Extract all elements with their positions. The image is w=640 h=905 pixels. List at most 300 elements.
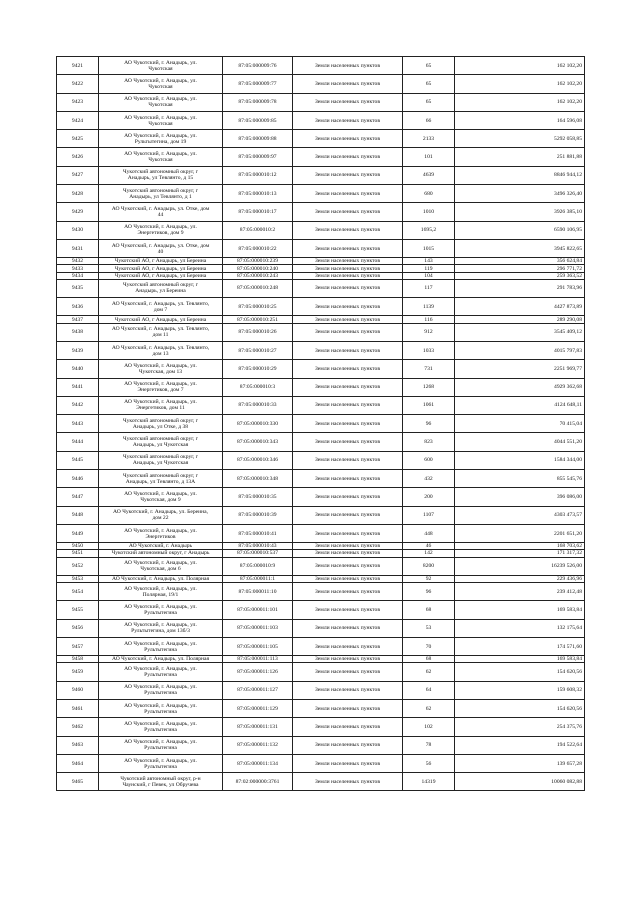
address-line: 44 bbox=[157, 212, 164, 219]
address-line: Чукотская bbox=[148, 157, 173, 164]
cadastral-number: 87:05:000011:103 bbox=[223, 619, 293, 637]
area-value: 96 bbox=[403, 583, 455, 601]
cadastral-value: 1584 344,00 bbox=[455, 451, 585, 469]
land-category: Земли населенных пунктов bbox=[293, 130, 403, 148]
area-value: 14319 bbox=[403, 773, 455, 791]
table-row bbox=[57, 663, 585, 681]
table-row bbox=[57, 130, 585, 148]
address-cell bbox=[99, 700, 223, 718]
table-row bbox=[57, 700, 585, 718]
address-cell bbox=[99, 298, 223, 316]
cadastral-number: 87:05:000010:17 bbox=[223, 203, 293, 221]
cadastral-number: 87:05:000010:537 bbox=[223, 550, 293, 557]
area-value: 64 bbox=[403, 681, 455, 699]
table-row bbox=[57, 258, 585, 265]
cadastral-number: 87:05:000010:239 bbox=[223, 258, 293, 265]
land-category: Земли населенных пунктов bbox=[293, 619, 403, 637]
address-line: Рультытегина, дом 19 bbox=[134, 138, 187, 145]
address-line: АО Чукотский, г. Анадырь, ул. bbox=[124, 666, 197, 673]
address-line: АО Чукотский, г. Анадырь, ул. bbox=[124, 381, 197, 388]
address-line: АО Чукотский, г. Анадырь, ул. bbox=[124, 59, 197, 66]
row-number: 9431 bbox=[57, 239, 99, 257]
area-value: 46 bbox=[403, 543, 455, 550]
land-category: Земли населенных пунктов bbox=[293, 396, 403, 414]
address-line: Энергетиков, дом 9 bbox=[137, 230, 184, 237]
row-number: 9436 bbox=[57, 298, 99, 316]
address-cell bbox=[99, 316, 223, 323]
address-line: Рультытегина, дом 13б/3 bbox=[131, 628, 190, 635]
address-cell bbox=[99, 239, 223, 257]
land-category: Земли населенных пунктов bbox=[293, 451, 403, 469]
land-category: Земли населенных пунктов bbox=[293, 415, 403, 433]
table-row bbox=[57, 185, 585, 203]
cadastral-value: 4015 797,83 bbox=[455, 341, 585, 359]
address-line: Чукотская bbox=[148, 102, 173, 109]
cadastral-value: 10060 082,88 bbox=[455, 773, 585, 791]
table-row bbox=[57, 272, 585, 279]
address-cell bbox=[99, 323, 223, 341]
land-category: Земли населенных пунктов bbox=[293, 341, 403, 359]
address-line: Чукотский автономный округ, г Анадырь bbox=[111, 550, 210, 557]
address-line: АО Чукотский, г. Анадырь, ул. Отке, дом bbox=[111, 242, 210, 249]
address-cell bbox=[99, 469, 223, 487]
cadastral-number: 87:05:000010:43 bbox=[223, 543, 293, 550]
address-cell bbox=[99, 506, 223, 524]
cadastral-number: 87:05:000010:240 bbox=[223, 265, 293, 272]
address-line: АО Чукотский, г. Анадырь, ул. bbox=[124, 527, 197, 534]
address-line: Чукотский автономный округ, г bbox=[123, 472, 198, 479]
land-category: Земли населенных пунктов bbox=[293, 148, 403, 166]
area-value: 1015 bbox=[403, 239, 455, 257]
address-line: Чукотская bbox=[148, 120, 173, 127]
address-line: Энергетиков, дом 7 bbox=[137, 387, 184, 394]
address-line: дом 7 bbox=[153, 306, 168, 313]
land-category: Земли населенных пунктов bbox=[293, 681, 403, 699]
land-category: Земли населенных пунктов bbox=[293, 272, 403, 279]
land-category: Земли населенных пунктов bbox=[293, 506, 403, 524]
table-row bbox=[57, 298, 585, 316]
cadastral-number: 87:05:000010:35 bbox=[223, 488, 293, 506]
area-value: 119 bbox=[403, 265, 455, 272]
address-cell bbox=[99, 619, 223, 637]
row-number: 9426 bbox=[57, 148, 99, 166]
address-line: АО Чукотский, г. Анадырь, ул. bbox=[124, 640, 197, 647]
area-value: 142 bbox=[403, 550, 455, 557]
address-line: Чукотский автономный округ, г bbox=[123, 454, 198, 461]
cadastral-number: 87:05:000010:39 bbox=[223, 506, 293, 524]
address-cell bbox=[99, 433, 223, 451]
address-cell bbox=[99, 396, 223, 414]
cadastral-number: 87:05:000010:2 bbox=[223, 221, 293, 239]
area-value: 1268 bbox=[403, 378, 455, 396]
land-category: Земли населенных пунктов bbox=[293, 316, 403, 323]
cadastral-number: 87:05:000011:113 bbox=[223, 656, 293, 663]
table-row bbox=[57, 396, 585, 414]
area-value: 116 bbox=[403, 316, 455, 323]
address-line: АО Чукотский, г. Анадырь, ул. bbox=[124, 702, 197, 709]
cadastral-value: 239 412,48 bbox=[455, 583, 585, 601]
row-number: 9425 bbox=[57, 130, 99, 148]
row-number: 9449 bbox=[57, 524, 99, 542]
table-row bbox=[57, 203, 585, 221]
table-row bbox=[57, 543, 585, 550]
row-number: 9453 bbox=[57, 575, 99, 582]
address-line: АО Чукотский, г. Анадырь, ул. bbox=[124, 490, 197, 497]
row-number: 9459 bbox=[57, 663, 99, 681]
table-row bbox=[57, 239, 585, 257]
address-line: АО Чукотский, г. Анадырь, ул. Тевлянто, bbox=[111, 344, 210, 351]
land-category: Земли населенных пунктов bbox=[293, 93, 403, 111]
cadastral-value: 162 102,20 bbox=[455, 93, 585, 111]
land-category: Земли населенных пунктов bbox=[293, 469, 403, 487]
address-line: АО Чукотский, г. Анадырь, ул. bbox=[124, 362, 197, 369]
row-number: 9440 bbox=[57, 360, 99, 378]
table-row bbox=[57, 736, 585, 754]
land-category: Земли населенных пунктов bbox=[293, 637, 403, 655]
address-cell bbox=[99, 185, 223, 203]
cadastral-value: 5292 058,85 bbox=[455, 130, 585, 148]
land-category: Земли населенных пунктов bbox=[293, 663, 403, 681]
row-number: 9438 bbox=[57, 323, 99, 341]
row-number: 9434 bbox=[57, 272, 99, 279]
table-row bbox=[57, 754, 585, 772]
land-category: Земли населенных пунктов bbox=[293, 378, 403, 396]
address-cell bbox=[99, 378, 223, 396]
cadastral-number: 87:05:000009:76 bbox=[223, 57, 293, 75]
area-value: 1139 bbox=[403, 298, 455, 316]
row-number: 9432 bbox=[57, 258, 99, 265]
table-row bbox=[57, 221, 585, 239]
land-category: Земли населенных пунктов bbox=[293, 488, 403, 506]
row-number: 9462 bbox=[57, 718, 99, 736]
area-value: 65 bbox=[403, 57, 455, 75]
cadastral-number: 87:05:000010:27 bbox=[223, 341, 293, 359]
cadastral-number: 87:05:000010:348 bbox=[223, 469, 293, 487]
row-number: 9429 bbox=[57, 203, 99, 221]
area-value: 4639 bbox=[403, 166, 455, 184]
table-row bbox=[57, 378, 585, 396]
address-line: Анадырь, ул Береина bbox=[135, 288, 186, 295]
cadastral-number: 87:05:000010:343 bbox=[223, 433, 293, 451]
row-number: 9421 bbox=[57, 57, 99, 75]
cadastral-value: 174 571,60 bbox=[455, 637, 585, 655]
address-line: АО Чукотский, г. Анадырь, ул. bbox=[124, 77, 197, 84]
row-number: 9463 bbox=[57, 736, 99, 754]
area-value: 200 bbox=[403, 488, 455, 506]
table-row bbox=[57, 656, 585, 663]
table-row bbox=[57, 415, 585, 433]
address-line: Чукотский АО, г Анадырь, ул Береина bbox=[114, 258, 207, 265]
address-cell bbox=[99, 754, 223, 772]
address-cell bbox=[99, 550, 223, 557]
area-value: 62 bbox=[403, 663, 455, 681]
cadastral-value: 4044 551,20 bbox=[455, 433, 585, 451]
row-number: 9435 bbox=[57, 279, 99, 297]
row-number: 9444 bbox=[57, 433, 99, 451]
area-value: 53 bbox=[403, 619, 455, 637]
area-value: 68 bbox=[403, 656, 455, 663]
row-number: 9441 bbox=[57, 378, 99, 396]
address-line: Чукотский АО, г Анадырь, ул Береина bbox=[114, 265, 207, 272]
address-line: 40 bbox=[157, 248, 164, 255]
cadastral-number: 87:05:000010:13 bbox=[223, 185, 293, 203]
table-row bbox=[57, 619, 585, 637]
address-line: АО Чукотский, г. Анадырь, ул. Отке, дом bbox=[111, 206, 210, 213]
address-line: АО Чукотский, г. Анадырь, ул. Полярная bbox=[111, 575, 210, 582]
address-line: Анадырь, ул Тевлянто, д 15 bbox=[127, 175, 194, 182]
row-number: 9445 bbox=[57, 451, 99, 469]
address-cell bbox=[99, 130, 223, 148]
area-value: 731 bbox=[403, 360, 455, 378]
cadastral-number: 87:05:000011:127 bbox=[223, 681, 293, 699]
cadastral-number: 87:05:000010:41 bbox=[223, 524, 293, 542]
row-number: 9437 bbox=[57, 316, 99, 323]
row-number: 9427 bbox=[57, 166, 99, 184]
cadastral-number: 87:05:000010:25 bbox=[223, 298, 293, 316]
row-number: 9457 bbox=[57, 637, 99, 655]
area-value: 65 bbox=[403, 93, 455, 111]
cadastral-value: 154 620,56 bbox=[455, 700, 585, 718]
cadastral-value: 154 620,56 bbox=[455, 663, 585, 681]
address-cell bbox=[99, 166, 223, 184]
row-number: 9423 bbox=[57, 93, 99, 111]
address-line: Рультытегина bbox=[144, 672, 177, 679]
address-line: Энергетиков, дом 11 bbox=[136, 405, 185, 412]
address-cell bbox=[99, 221, 223, 239]
land-category: Земли населенных пунктов bbox=[293, 166, 403, 184]
land-category: Земли населенных пунктов bbox=[293, 265, 403, 272]
cadastral-value: 4427 873,89 bbox=[455, 298, 585, 316]
row-number: 9430 bbox=[57, 221, 99, 239]
cadastral-number: 87:05:000010:26 bbox=[223, 323, 293, 341]
cadastral-value: 296 771,72 bbox=[455, 265, 585, 272]
row-number: 9456 bbox=[57, 619, 99, 637]
address-line: Рультытегина bbox=[144, 745, 177, 752]
address-line: дом 13 bbox=[152, 350, 169, 357]
row-number: 9465 bbox=[57, 773, 99, 791]
address-line: Чукотская, дом 9 bbox=[140, 496, 181, 503]
row-number: 9424 bbox=[57, 111, 99, 129]
land-category: Земли населенных пунктов bbox=[293, 203, 403, 221]
cadastral-value: 289 290,08 bbox=[455, 316, 585, 323]
address-line: АО Чукотский, г. Анадырь, ул. bbox=[124, 151, 197, 158]
land-category: Земли населенных пунктов bbox=[293, 550, 403, 557]
cadastral-number: 87:05:000011:105 bbox=[223, 637, 293, 655]
cadastral-number: 87:05:000010:9 bbox=[223, 557, 293, 575]
address-cell bbox=[99, 773, 223, 791]
cadastral-value: 2251 969,77 bbox=[455, 360, 585, 378]
address-line: АО Чукотский, г. Анадырь, ул. bbox=[124, 560, 197, 567]
table-row bbox=[57, 93, 585, 111]
address-line: Чукотский автономный округ, г bbox=[123, 187, 198, 194]
table-row bbox=[57, 557, 585, 575]
address-cell bbox=[99, 575, 223, 582]
cadastral-number: 87:05:000010:346 bbox=[223, 451, 293, 469]
address-cell bbox=[99, 557, 223, 575]
address-line: АО Чукотский, г. Анадырь, ул. bbox=[124, 720, 197, 727]
table-row bbox=[57, 323, 585, 341]
table-row bbox=[57, 637, 585, 655]
address-line: Полярная, 19/1 bbox=[142, 591, 179, 598]
land-category: Земли населенных пунктов bbox=[293, 543, 403, 550]
address-line: Чукотский автономный округ, г bbox=[123, 282, 198, 289]
cadastral-value: 8846 944,12 bbox=[455, 166, 585, 184]
area-value: 1061 bbox=[403, 396, 455, 414]
address-line: Чукотский автономный округ, г bbox=[123, 436, 198, 443]
address-line: дом 11 bbox=[152, 332, 169, 339]
address-cell bbox=[99, 663, 223, 681]
cadastral-value: 855 545,76 bbox=[455, 469, 585, 487]
land-category: Земли населенных пунктов bbox=[293, 700, 403, 718]
area-value: 68 bbox=[403, 601, 455, 619]
row-number: 9454 bbox=[57, 583, 99, 601]
address-cell bbox=[99, 488, 223, 506]
address-line: АО Чукотский, г. Анадырь, ул. Тевлянто, bbox=[111, 326, 210, 333]
cadastral-value: 254 375,76 bbox=[455, 718, 585, 736]
address-line: АО Чукотский, г. Анадырь, ул. bbox=[124, 114, 197, 121]
address-line: АО Чукотский, г. Анадырь, ул. bbox=[124, 132, 197, 139]
area-value: 1107 bbox=[403, 506, 455, 524]
document-page bbox=[56, 56, 584, 791]
cadastral-number: 87:02:000000:3761 bbox=[223, 773, 293, 791]
row-number: 9439 bbox=[57, 341, 99, 359]
address-line: АО Чукотский, г. Анадырь, ул. bbox=[124, 224, 197, 231]
table-row bbox=[57, 316, 585, 323]
cadastral-value: 229 436,96 bbox=[455, 575, 585, 582]
address-line: Чукотская bbox=[148, 83, 173, 90]
cadastral-value: 291 783,96 bbox=[455, 279, 585, 297]
address-line: Чукотская, дом 13 bbox=[138, 368, 183, 375]
cadastral-value: 169 583,84 bbox=[455, 601, 585, 619]
land-category: Земли населенных пунктов bbox=[293, 360, 403, 378]
address-line: Рультытегина bbox=[144, 708, 177, 715]
address-cell bbox=[99, 279, 223, 297]
cadastral-number: 87:05:000011:101 bbox=[223, 601, 293, 619]
table-row bbox=[57, 111, 585, 129]
address-cell bbox=[99, 341, 223, 359]
cadastral-number: 87:05:000010:12 bbox=[223, 166, 293, 184]
table-row bbox=[57, 583, 585, 601]
cadastral-number: 87:05:000011:129 bbox=[223, 700, 293, 718]
land-category: Земли населенных пунктов bbox=[293, 323, 403, 341]
row-number: 9455 bbox=[57, 601, 99, 619]
address-cell bbox=[99, 148, 223, 166]
row-number: 9446 bbox=[57, 469, 99, 487]
area-value: 448 bbox=[403, 524, 455, 542]
cadastral-number: 87:05:000009:78 bbox=[223, 93, 293, 111]
table-row bbox=[57, 279, 585, 297]
table-row bbox=[57, 360, 585, 378]
cadastral-value: 3945 822,65 bbox=[455, 239, 585, 257]
area-value: 143 bbox=[403, 258, 455, 265]
cadastral-number: 87:05:000010:3 bbox=[223, 378, 293, 396]
cadastral-number: 87:05:000011:131 bbox=[223, 718, 293, 736]
address-cell bbox=[99, 583, 223, 601]
cadastral-value: 3545 409,12 bbox=[455, 323, 585, 341]
address-line: Рультытегина bbox=[144, 690, 177, 697]
land-category: Земли населенных пунктов bbox=[293, 718, 403, 736]
cadastral-value: 168 703,62 bbox=[455, 543, 585, 550]
address-line: Чукотский автономный округ, г bbox=[123, 169, 198, 176]
address-line: Анадырь, ул Отке, д 38 bbox=[132, 423, 189, 430]
land-category: Земли населенных пунктов bbox=[293, 75, 403, 93]
cadastral-value: 4303 473,57 bbox=[455, 506, 585, 524]
cadastral-number: 87:05:000011:132 bbox=[223, 736, 293, 754]
table-row bbox=[57, 718, 585, 736]
cadastral-value: 4929 362,68 bbox=[455, 378, 585, 396]
cadastral-value: 139 657,28 bbox=[455, 754, 585, 772]
row-number: 9450 bbox=[57, 543, 99, 550]
address-line: АО Чукотский, г. Анадырь, ул. bbox=[124, 739, 197, 746]
area-value: 70 bbox=[403, 637, 455, 655]
address-line: АО Чукотский, г. Анадырь, ул. bbox=[124, 684, 197, 691]
land-category: Земли населенных пунктов bbox=[293, 754, 403, 772]
cadastral-number: 87:05:000009:97 bbox=[223, 148, 293, 166]
cadastral-number: 87:05:000011:134 bbox=[223, 754, 293, 772]
address-line: Анадырь, ул Тевлянто, д 1 bbox=[129, 193, 192, 200]
area-value: 823 bbox=[403, 433, 455, 451]
address-line: Чукотский автономный округ, р-н bbox=[120, 775, 201, 782]
cadastral-value: 169 583,84 bbox=[455, 656, 585, 663]
address-cell bbox=[99, 601, 223, 619]
address-cell bbox=[99, 258, 223, 265]
area-value: 104 bbox=[403, 272, 455, 279]
table-row bbox=[57, 148, 585, 166]
address-line: Чаунский, г Певек, ул Обручева bbox=[122, 781, 199, 788]
table-row bbox=[57, 433, 585, 451]
area-value: 912 bbox=[403, 323, 455, 341]
address-line: АО Чукотский, г. Анадырь, ул. bbox=[124, 96, 197, 103]
row-number: 9442 bbox=[57, 396, 99, 414]
address-cell bbox=[99, 451, 223, 469]
cadastral-number: 87:05:000010:330 bbox=[223, 415, 293, 433]
address-line: Чукотский АО, г Анадырь, ул Береина bbox=[114, 316, 207, 323]
cadastral-value: 194 522,64 bbox=[455, 736, 585, 754]
row-number: 9458 bbox=[57, 656, 99, 663]
address-line: Чукотская, дом 6 bbox=[140, 566, 181, 573]
row-number: 9460 bbox=[57, 681, 99, 699]
row-number: 9433 bbox=[57, 265, 99, 272]
address-line: Рультытегина bbox=[144, 609, 177, 616]
land-category: Земли населенных пунктов bbox=[293, 298, 403, 316]
address-cell bbox=[99, 111, 223, 129]
table-row bbox=[57, 75, 585, 93]
address-cell bbox=[99, 93, 223, 111]
land-category: Земли населенных пунктов bbox=[293, 575, 403, 582]
area-value: 62 bbox=[403, 700, 455, 718]
table-row bbox=[57, 57, 585, 75]
area-value: 96 bbox=[403, 415, 455, 433]
row-number: 9447 bbox=[57, 488, 99, 506]
address-line: АО Чукотский, г. Анадырь, ул. bbox=[124, 603, 197, 610]
area-value: 680 bbox=[403, 185, 455, 203]
address-line: АО Чукотский, г. Анадырь, ул. bbox=[124, 585, 197, 592]
area-value: 432 bbox=[403, 469, 455, 487]
table-row bbox=[57, 601, 585, 619]
address-cell bbox=[99, 681, 223, 699]
cadastral-value: 356 624,84 bbox=[455, 258, 585, 265]
address-cell bbox=[99, 656, 223, 663]
address-line: Рультытегина bbox=[144, 763, 177, 770]
table-row bbox=[57, 488, 585, 506]
cadastral-number: 87:05:000010:33 bbox=[223, 396, 293, 414]
area-value: 101 bbox=[403, 148, 455, 166]
address-cell bbox=[99, 75, 223, 93]
table-row bbox=[57, 506, 585, 524]
cadastral-value: 16239 526,00 bbox=[455, 557, 585, 575]
cadastral-value: 4124 648,11 bbox=[455, 396, 585, 414]
cadastral-value: 162 102,20 bbox=[455, 75, 585, 93]
